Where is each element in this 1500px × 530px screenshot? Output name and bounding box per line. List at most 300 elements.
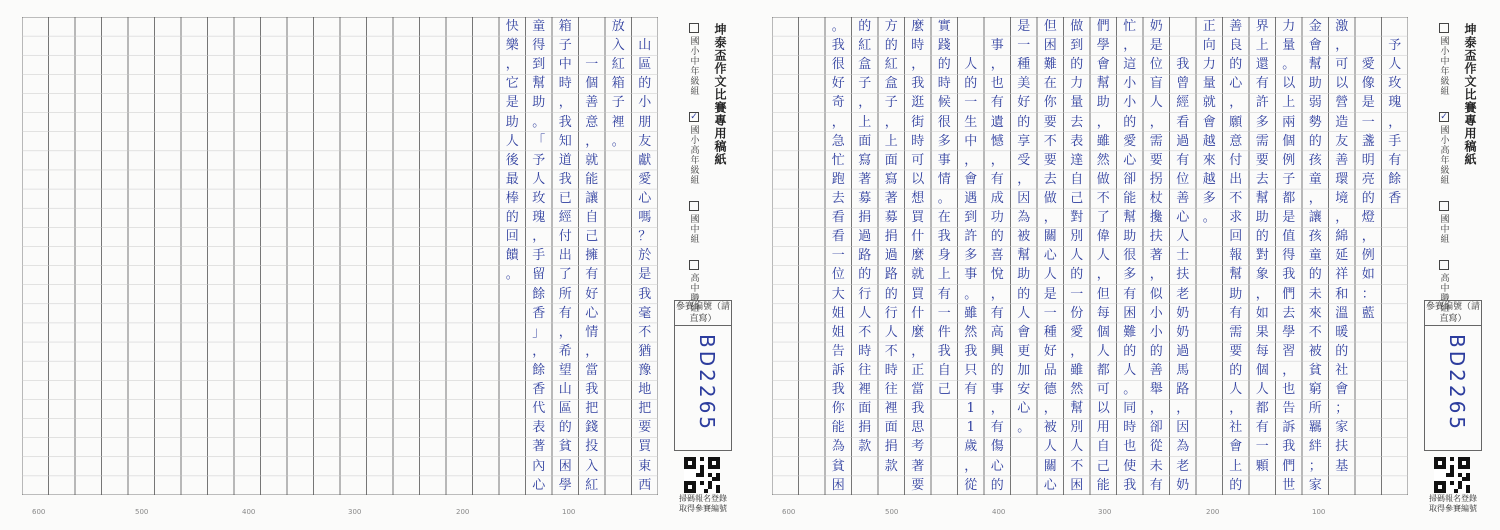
essay-character: 人 xyxy=(964,57,978,73)
essay-character: ， xyxy=(964,152,978,168)
essay-character: 上 xyxy=(1229,458,1243,474)
qr-code-icon[interactable] xyxy=(1434,457,1470,493)
essay-character: 人 xyxy=(1070,248,1084,264)
essay-character: ， xyxy=(1176,401,1190,417)
sidebar-panel xyxy=(1422,17,1492,513)
essay-character: 要 xyxy=(638,420,652,436)
essay-column xyxy=(526,17,553,495)
essay-character: 去 xyxy=(1043,171,1057,187)
essay-character: 奇 xyxy=(831,95,845,111)
essay-character: 如 xyxy=(1361,267,1375,283)
essay-character: 上 xyxy=(937,267,951,283)
essay-character: 貧 xyxy=(558,439,572,455)
essay-character: 逛 xyxy=(911,95,925,111)
essay-character: 在 xyxy=(937,210,951,226)
essay-character: 愛 xyxy=(1361,57,1375,73)
checkbox[interactable] xyxy=(689,201,699,211)
essay-character: 。 xyxy=(532,114,546,130)
essay-character xyxy=(1171,17,1195,36)
essay-character: 從 xyxy=(964,477,978,493)
tick-label: 100 xyxy=(562,508,576,516)
essay-character: 它 xyxy=(505,76,519,92)
essay-character: 也 xyxy=(1123,439,1137,455)
essay-character: 安 xyxy=(1017,382,1031,398)
essay-character: 的 xyxy=(858,267,872,283)
essay-character: 功 xyxy=(990,210,1004,226)
qr-caption xyxy=(1422,494,1484,514)
essay-character: 很 xyxy=(1123,248,1137,264)
essay-character: 香 xyxy=(1388,190,1402,206)
essay-character: 己 xyxy=(937,382,951,398)
essay-character: 不 xyxy=(1043,133,1057,149)
essay-character: 思 xyxy=(911,420,925,436)
essay-character: 是 xyxy=(638,267,652,283)
essay-character: 」 xyxy=(532,324,546,340)
essay-character: 我 xyxy=(831,38,845,54)
essay-character: 所 xyxy=(1308,401,1322,417)
essay-character: 知 xyxy=(558,133,572,149)
essay-column xyxy=(1117,17,1144,495)
option-middle-grade[interactable] xyxy=(680,23,708,96)
essay-character: 面 xyxy=(858,133,872,149)
essay-character: 力 xyxy=(1282,19,1296,34)
essay-character: 件 xyxy=(937,324,951,340)
essay-character: ， xyxy=(1149,114,1163,130)
essay-character: 為 xyxy=(1176,439,1190,455)
essay-character: 了 xyxy=(1096,210,1110,226)
essay-character: 面 xyxy=(884,420,898,436)
essay-character: 不 xyxy=(1229,190,1243,206)
essay-character: 寫 xyxy=(884,171,898,187)
essay-character: 著 xyxy=(911,458,925,474)
essay-character: 予 xyxy=(1388,38,1402,54)
essay-character: 去 xyxy=(831,190,845,206)
essay-character: 人 xyxy=(1255,382,1269,398)
essay-character: 的 xyxy=(1229,362,1243,378)
essay-character: 上 xyxy=(858,114,872,130)
essay-character: 美 xyxy=(1017,76,1031,92)
essay-column xyxy=(1143,17,1170,495)
essay-column xyxy=(1011,17,1038,495)
essay-character: 訴 xyxy=(831,362,845,378)
essay-character: 路 xyxy=(858,248,872,264)
essay-character: ； xyxy=(1308,458,1322,474)
checkbox[interactable] xyxy=(689,260,699,270)
essay-character: 紅 xyxy=(858,38,872,54)
essay-column xyxy=(605,17,632,495)
essay-character: 。 xyxy=(831,19,845,34)
essay-character: 需 xyxy=(1149,133,1163,149)
essay-column xyxy=(825,17,852,495)
option-label: 國中組 xyxy=(1438,214,1449,244)
entry-id-label: 參賽編號（請直寫） xyxy=(675,302,730,324)
essay-character: 回 xyxy=(1229,229,1243,245)
essay-character: ， xyxy=(884,114,898,130)
essay-character: 什 xyxy=(911,305,925,321)
essay-character: 人 xyxy=(1388,57,1402,73)
essay-character: 會 xyxy=(1335,382,1349,398)
essay-character: 到 xyxy=(1070,38,1084,54)
essay-character: 經 xyxy=(1176,95,1190,111)
essay-character: 什 xyxy=(911,229,925,245)
essay-character: 同 xyxy=(1123,401,1137,417)
essay-character: 擁 xyxy=(585,248,599,264)
essay-character: 時 xyxy=(937,76,951,92)
essay-character: 羈 xyxy=(1308,420,1322,436)
essay-character: 量 xyxy=(1202,76,1216,92)
ruler-ticks xyxy=(772,508,1408,520)
essay-character: 人 xyxy=(1149,95,1163,111)
essay-character: 幫 xyxy=(532,76,546,92)
essay-character: 幫 xyxy=(1096,76,1110,92)
essay-character: 盒 xyxy=(884,76,898,92)
essay-character: 瑰 xyxy=(532,210,546,226)
essay-column xyxy=(958,17,985,495)
essay-character: 關 xyxy=(1043,229,1057,245)
essay-character: 如 xyxy=(1255,305,1269,321)
essay-column xyxy=(1276,17,1303,495)
essay-character: 心 xyxy=(1123,152,1137,168)
essay-character: 求 xyxy=(1229,210,1243,226)
essay-character: 都 xyxy=(1096,362,1110,378)
essay-character: 曾 xyxy=(1176,76,1190,92)
essay-character: 忙 xyxy=(1123,19,1137,34)
checkbox-checked[interactable]: ✓ xyxy=(1440,112,1448,122)
essay-character: 我 xyxy=(1176,57,1190,73)
essay-character: 我 xyxy=(937,343,951,359)
essay-character: 會 xyxy=(1096,57,1110,73)
qr-code-icon[interactable] xyxy=(684,457,720,493)
checkbox-checked[interactable]: ✓ xyxy=(690,112,698,122)
essay-character: 奶 xyxy=(1176,324,1190,340)
essay-character: 們 xyxy=(1282,458,1296,474)
essay-character: ， xyxy=(558,324,572,340)
essay-character: 西 xyxy=(638,477,652,493)
checkbox[interactable] xyxy=(1439,201,1449,211)
entry-id-box xyxy=(674,325,732,451)
essay-character: ， xyxy=(1043,401,1057,417)
essay-character: 例 xyxy=(1361,248,1375,264)
essay-character: 子 xyxy=(858,76,872,92)
essay-character: 多 xyxy=(1202,190,1216,206)
essay-character: 兩 xyxy=(1282,114,1296,130)
essay-character: 入 xyxy=(611,38,625,54)
essay-character: ， xyxy=(1361,229,1375,245)
essay-character: 。 xyxy=(1282,57,1296,73)
essay-character: 助 xyxy=(505,114,519,130)
essay-character: 有 xyxy=(1388,152,1402,168)
essay-character: 友 xyxy=(1335,133,1349,149)
essay-character: 似 xyxy=(1149,286,1163,302)
essay-character: 中 xyxy=(964,133,978,149)
essay-character: 有 xyxy=(558,305,572,321)
essay-character: 雖 xyxy=(1070,362,1084,378)
essay-character: 我 xyxy=(558,171,572,187)
essay-character: 種 xyxy=(1017,57,1031,73)
essay-character: 善 xyxy=(1176,190,1190,206)
essay-character: 朋 xyxy=(638,114,652,130)
essay-column xyxy=(1329,17,1356,495)
essay-character: 過 xyxy=(884,248,898,264)
essay-character: 要 xyxy=(911,477,925,493)
essay-character: 當 xyxy=(911,382,925,398)
essay-character: 願 xyxy=(1229,114,1243,130)
essay-character: ， xyxy=(1096,114,1110,130)
essay-character: 箱 xyxy=(558,19,572,34)
option-upper-grade[interactable] xyxy=(1430,112,1458,185)
essay-character: 很 xyxy=(831,57,845,73)
essay-character: 心 xyxy=(1017,401,1031,417)
essay-character: 代 xyxy=(532,401,546,417)
essay-character: 以 xyxy=(911,171,925,187)
essay-character: 都 xyxy=(1282,190,1296,206)
essay-character: ， xyxy=(990,401,1004,417)
essay-character: 向 xyxy=(1202,38,1216,54)
essay-column xyxy=(984,17,1011,495)
essay-character: ， xyxy=(585,343,599,359)
essay-character: 使 xyxy=(1123,458,1137,474)
essay-character: 一 xyxy=(1255,439,1269,455)
essay-character: 難 xyxy=(1123,324,1137,340)
essay-character: 我 xyxy=(1123,477,1137,493)
option-junior-high[interactable] xyxy=(680,201,708,244)
essay-character: 的 xyxy=(505,210,519,226)
essay-character: 經 xyxy=(558,210,572,226)
essay-character: ， xyxy=(990,152,1004,168)
option-upper-grade[interactable] xyxy=(680,112,708,185)
essay-character: ， xyxy=(1017,171,1031,187)
essay-character: 的 xyxy=(884,38,898,54)
essay-character: 去 xyxy=(1255,171,1269,187)
essay-character: 好 xyxy=(585,286,599,302)
essay-character: 出 xyxy=(558,248,572,264)
essay-character: 訴 xyxy=(1282,420,1296,436)
option-label: 國小中年級組 xyxy=(688,36,699,96)
essay-character: 會 xyxy=(1229,439,1243,455)
essay-character: 士 xyxy=(1176,248,1190,264)
manuscript-grid xyxy=(22,17,658,495)
essay-character: 境 xyxy=(1335,190,1349,206)
essay-character: 正 xyxy=(911,362,925,378)
tick-label: 400 xyxy=(242,508,256,516)
essay-character: 世 xyxy=(1282,477,1296,493)
essay-character: ， xyxy=(911,57,925,73)
option-junior-high[interactable] xyxy=(1430,201,1458,244)
essay-character: 告 xyxy=(831,343,845,359)
checkbox[interactable] xyxy=(1439,260,1449,270)
essay-character: 幫 xyxy=(1017,248,1031,264)
essay-character: 過 xyxy=(1176,133,1190,149)
essay-character: 有 xyxy=(1149,477,1163,493)
essay-character: 更 xyxy=(1017,343,1031,359)
essay-character: 未 xyxy=(1149,458,1163,474)
essay-character: 然 xyxy=(964,324,978,340)
essay-character: ， xyxy=(505,57,519,73)
essay-character: 不 xyxy=(858,324,872,340)
essay-character: 上 xyxy=(1255,38,1269,54)
essay-column xyxy=(1302,17,1329,495)
essay-character: 望 xyxy=(558,362,572,378)
essay-character xyxy=(580,17,604,36)
essay-character: 的 xyxy=(1123,114,1137,130)
essay-character: ； xyxy=(1335,401,1349,417)
essay-character: 象 xyxy=(1255,267,1269,283)
essay-character: 許 xyxy=(964,229,978,245)
essay-character: 果 xyxy=(1255,324,1269,340)
essay-character: 在 xyxy=(1043,76,1057,92)
essay-character: ， xyxy=(1282,362,1296,378)
essay-character: 募 xyxy=(884,210,898,226)
qr-caption-line-2: 取得參賽編號 xyxy=(679,504,727,513)
essay-character: 個 xyxy=(1282,133,1296,149)
essay-character: 子 xyxy=(884,95,898,111)
essay-column xyxy=(852,17,879,495)
essay-character: 善 xyxy=(1149,362,1163,378)
essay-column xyxy=(1249,17,1276,495)
essay-character: 所 xyxy=(558,286,572,302)
essay-character: 行 xyxy=(884,305,898,321)
essay-character: 一 xyxy=(1043,305,1057,321)
essay-character: 不 xyxy=(638,324,652,340)
essay-character: 就 xyxy=(585,152,599,168)
tick-label: 400 xyxy=(992,508,1006,516)
essay-character xyxy=(580,36,604,55)
essay-character: 把 xyxy=(585,401,599,417)
essay-character: 亮 xyxy=(1361,171,1375,187)
essay-character: 是 xyxy=(505,95,519,111)
essay-character: 好 xyxy=(1017,95,1031,111)
essay-character: 遺 xyxy=(990,114,1004,130)
essay-character: 愛 xyxy=(1070,324,1084,340)
essay-character: 道 xyxy=(558,152,572,168)
essay-character: 因 xyxy=(1176,420,1190,436)
essay-character: 以 xyxy=(1096,401,1110,417)
essay-character: 的 xyxy=(1017,286,1031,302)
essay-character: 一 xyxy=(831,248,845,264)
essay-character: 杖 xyxy=(1149,190,1163,206)
checkbox[interactable] xyxy=(689,23,699,33)
essay-character: 燈 xyxy=(1361,210,1375,226)
essay-character: 人 xyxy=(505,133,519,149)
essay-character: 樂 xyxy=(505,38,519,54)
essay-character: 會 xyxy=(1308,38,1322,54)
essay-character: 的 xyxy=(1255,229,1269,245)
essay-character: 每 xyxy=(1255,343,1269,359)
essay-character: 能 xyxy=(831,420,845,436)
essay-character: 。 xyxy=(611,133,625,149)
essay-character: 意 xyxy=(585,114,599,130)
essay-character: 助 xyxy=(532,95,546,111)
essay-character: 己 xyxy=(1096,458,1110,474)
essay-character: 路 xyxy=(1176,382,1190,398)
essay-character: 己 xyxy=(1070,190,1084,206)
essay-character: 卻 xyxy=(1149,420,1163,436)
essay-character: 要 xyxy=(1229,343,1243,359)
essay-character: 社 xyxy=(1335,362,1349,378)
essay-character: 扶 xyxy=(1149,229,1163,245)
essay-character: 過 xyxy=(1176,343,1190,359)
essay-character: 募 xyxy=(858,190,872,206)
essay-character: 表 xyxy=(532,420,546,436)
essay-character: 人 xyxy=(1043,439,1057,455)
essay-character: 個 xyxy=(585,76,599,92)
essay-character: 不 xyxy=(884,343,898,359)
essay-character: 能 xyxy=(1096,477,1110,493)
essay-character: 手 xyxy=(1388,133,1402,149)
essay-character: ， xyxy=(1388,114,1402,130)
essay-character: 藍 xyxy=(1361,305,1375,321)
essay-character: 的 xyxy=(1017,114,1031,130)
essay-character: 一 xyxy=(585,57,599,73)
essay-character: 有 xyxy=(1229,305,1243,321)
essay-character: 做 xyxy=(1096,171,1110,187)
essay-character: 老 xyxy=(1176,286,1190,302)
essay-column xyxy=(1196,17,1223,495)
essay-character: 興 xyxy=(990,343,1004,359)
essay-character: 付 xyxy=(558,229,572,245)
option-label: 國小中年級組 xyxy=(1438,36,1449,96)
essay-character: 留 xyxy=(532,267,546,283)
essay-character: 寫 xyxy=(858,152,872,168)
essay-character: 難 xyxy=(1043,57,1057,73)
essay-character: 人 xyxy=(858,305,872,321)
essay-character: 祥 xyxy=(1335,267,1349,283)
essay-character: ， xyxy=(1229,95,1243,111)
essay-character: 玫 xyxy=(532,190,546,206)
essay-character: 急 xyxy=(831,133,845,149)
essay-character: 事 xyxy=(990,382,1004,398)
essay-character: 基 xyxy=(1335,458,1349,474)
essay-character: 時 xyxy=(911,133,925,149)
form-title: 坤泰盃作文比賽專用稿紙 xyxy=(713,23,727,166)
essay-character: 種 xyxy=(1043,324,1057,340)
essay-character: 被 xyxy=(1043,420,1057,436)
essay-character: 被 xyxy=(1308,343,1322,359)
essay-character: 得 xyxy=(532,38,546,54)
essay-character: 力 xyxy=(1070,76,1084,92)
essay-character: 人 xyxy=(1176,229,1190,245)
essay-character: 為 xyxy=(1017,210,1031,226)
essay-character: 力 xyxy=(1202,57,1216,73)
essay-character: ， xyxy=(1229,401,1243,417)
essay-character: 我 xyxy=(558,114,572,130)
essay-character: 奶 xyxy=(1149,19,1163,34)
essay-character: 人 xyxy=(1123,362,1137,378)
essay-column xyxy=(1382,17,1409,495)
essay-character: 激 xyxy=(1335,19,1349,34)
essay-column xyxy=(931,17,958,495)
essay-character: 助 xyxy=(1096,95,1110,111)
essay-character: 助 xyxy=(1017,267,1031,283)
option-middle-grade[interactable] xyxy=(1430,23,1458,96)
essay-character: 希 xyxy=(558,343,572,359)
essay-character: 得 xyxy=(1282,248,1296,264)
essay-character: 最 xyxy=(505,171,519,187)
essay-character: 受 xyxy=(1017,152,1031,168)
essay-character: 善 xyxy=(1229,19,1243,34)
essay-character: 盒 xyxy=(858,57,872,73)
essay-character: 我 xyxy=(831,382,845,398)
essay-character: 有 xyxy=(585,267,599,283)
essay-character: 豫 xyxy=(638,362,652,378)
form-title: 坤泰盃作文比賽專用稿紙 xyxy=(1463,23,1477,166)
checkbox[interactable] xyxy=(1439,23,1449,33)
essay-column xyxy=(1064,17,1091,495)
essay-character: 助 xyxy=(1123,229,1137,245)
essay-character: 有 xyxy=(1176,152,1190,168)
essay-character: 地 xyxy=(638,382,652,398)
essay-character: 的 xyxy=(990,362,1004,378)
